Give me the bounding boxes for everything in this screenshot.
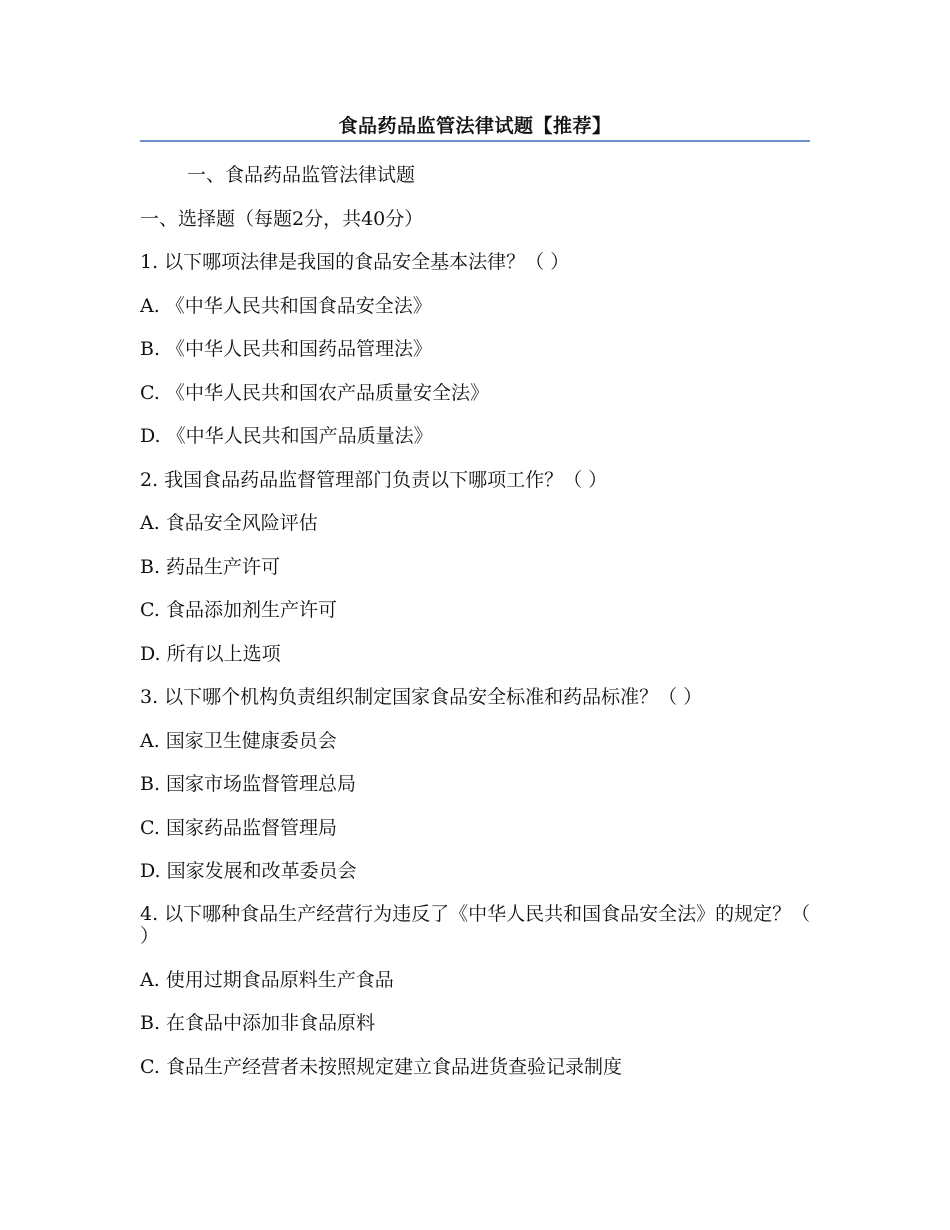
title-underline: [140, 140, 810, 142]
question-1-option-a: A. 《中华人民共和国食品安全法》: [140, 294, 432, 317]
question-4-option-a: A. 使用过期食品原料生产食品: [140, 968, 394, 991]
question-1-option-c: C. 《中华人民共和国农产品质量安全法》: [140, 381, 489, 404]
question-1: 1. 以下哪项法律是我国的食品安全基本法律？（ ）: [140, 251, 570, 273]
question-4-option-c: C. 食品生产经营者未按照规定建立食品进货查验记录制度: [140, 1055, 622, 1078]
question-3: 3. 以下哪个机构负责组织制定国家食品安全标准和药品标准？（ ）: [140, 686, 703, 708]
question-3-option-b: B. 国家市场监督管理总局: [140, 773, 357, 795]
question-1-option-d: D. 《中华人民共和国产品质量法》: [140, 425, 433, 447]
question-4-option-b: B. 在食品中添加非食品原料: [140, 1012, 376, 1034]
section-title: 一、选择题（每题2分，共40分）: [140, 207, 424, 230]
question-2: 2. 我国食品药品监督管理部门负责以下哪项工作？（ ）: [140, 468, 608, 491]
question-2-option-b: B. 药品生产许可: [140, 555, 281, 578]
question-1-option-b: B. 《中华人民共和国药品管理法》: [140, 338, 433, 360]
question-3-option-a: A. 国家卫生健康委员会: [140, 729, 337, 752]
document-body: [140, 160, 820, 1095]
question-3-option-d: D. 国家发展和改革委员会: [140, 860, 357, 882]
question-3-option-c: C. 国家药品监督管理局: [140, 816, 337, 839]
document-title: 食品药品监管法律试题【推荐】: [338, 115, 612, 137]
question-2-option-a: A. 食品安全风险评估: [140, 512, 318, 534]
question-4: 4. 以下哪种食品生产经营行为违反了《中华人民共和国食品安全法》的规定？（ ）: [140, 902, 811, 947]
question-2-option-d: D. 所有以上选项: [140, 642, 281, 665]
question-2-option-c: C. 食品添加剂生产许可: [140, 599, 337, 621]
document-heading: 一、食品药品监管法律试题: [187, 164, 416, 186]
